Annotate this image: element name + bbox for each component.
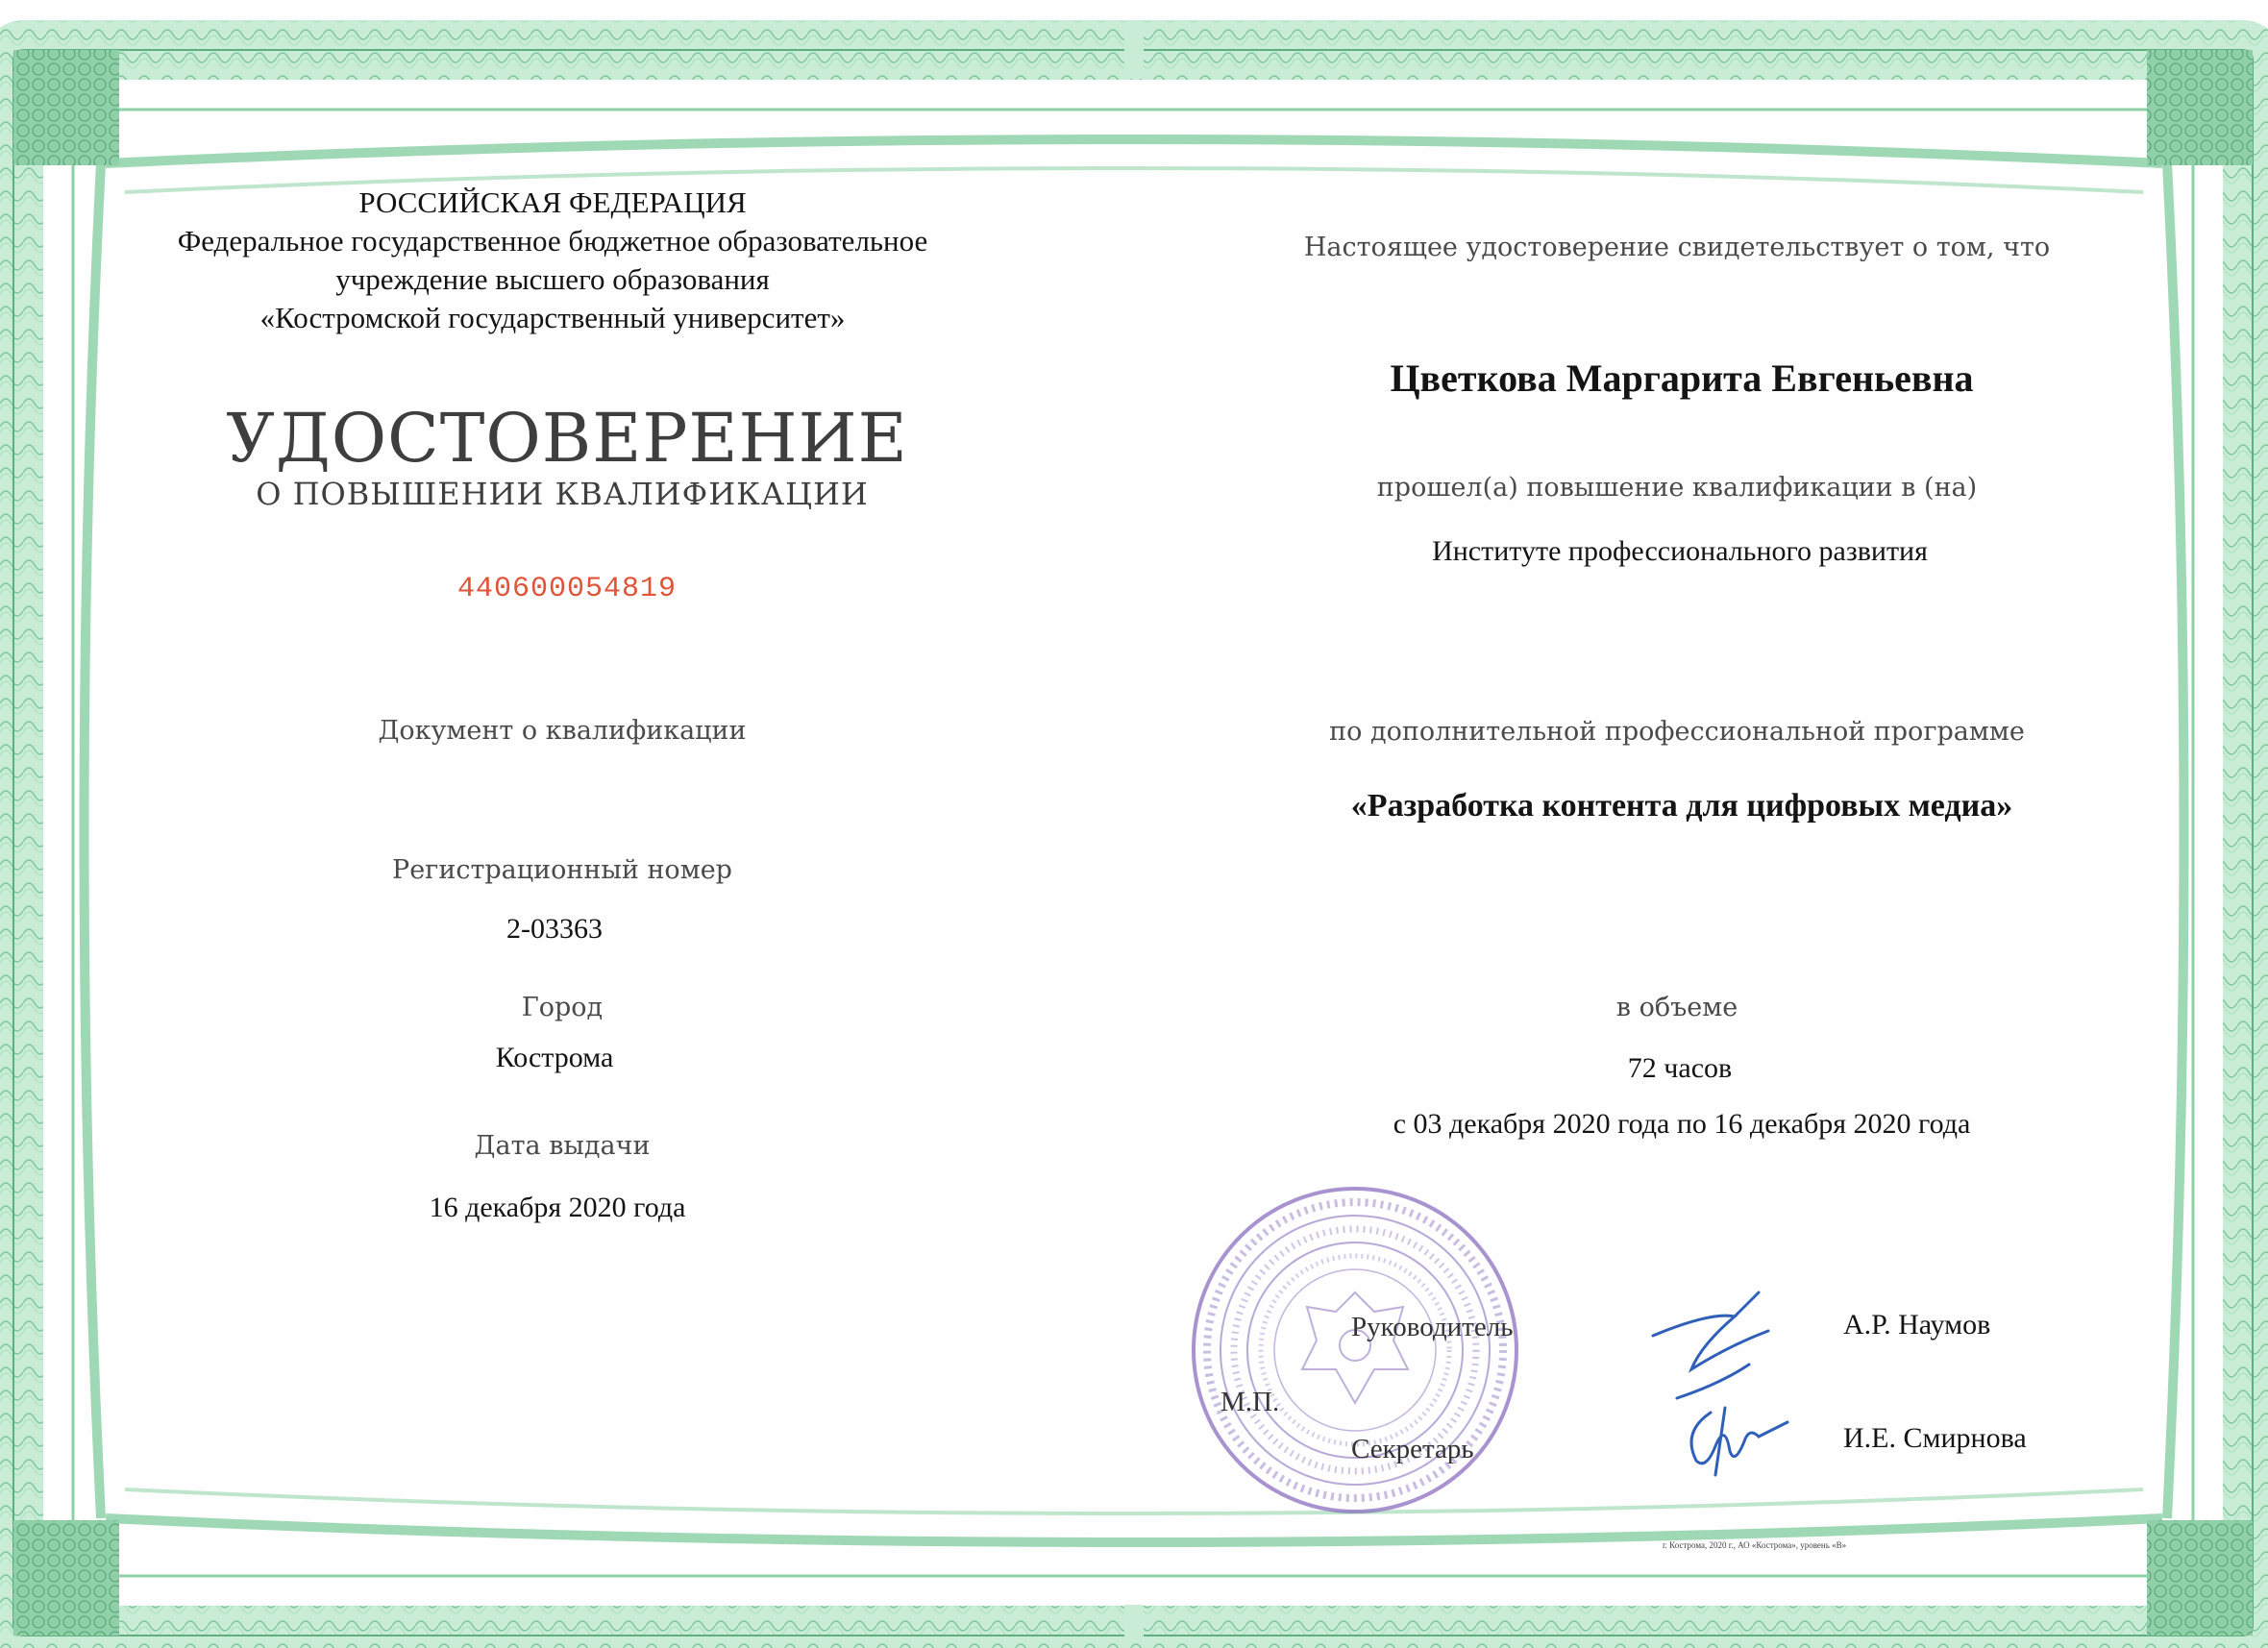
study-period: с 03 декабря 2020 года по 16 декабря 2020 года: [1393, 1108, 1971, 1140]
volume-label: в объеме: [1615, 993, 1738, 1022]
passed-text: прошел(а) повышение квалификации в (на): [1376, 473, 1978, 503]
doc-type-label: Документ о квалификации: [378, 716, 747, 746]
director-name: А.Р. Наумов: [1843, 1309, 1991, 1341]
reg-number-label: Регистрационный номер: [392, 855, 732, 885]
institution-line-1: Федеральное государственное бюджетное образовательное: [177, 224, 928, 258]
city-value: Кострома: [495, 1042, 614, 1073]
director-label: Руководитель: [1351, 1312, 1514, 1342]
institution-line-2: учреждение высшего образования: [335, 262, 770, 296]
reg-number-value: 2-03363: [506, 913, 603, 945]
secretary-signature: [1672, 1393, 1797, 1480]
secretary-label: Секретарь: [1351, 1434, 1474, 1464]
program-title: «Разработка контента для цифровых медиа»: [1350, 788, 2013, 824]
institute-name: Институте профессионального развития: [1432, 535, 1928, 567]
serial-number: 440600054819: [456, 573, 678, 605]
printer-note: г. Кострома, 2020 г., АО «Кострома», уровень «В»: [1663, 1540, 1847, 1550]
holder-full-name: Цветкова Маргарита Евгеньевна: [1390, 357, 1974, 400]
doc-title: УДОСТОВЕРЕНИЕ: [226, 399, 908, 478]
volume-value: 72 часов: [1627, 1052, 1733, 1084]
city-label: Город: [521, 993, 604, 1022]
doc-subtitle: О ПОВЫШЕНИИ КВАЛИФИКАЦИИ: [256, 476, 869, 512]
official-seal-stamp: [1182, 1177, 1528, 1523]
program-label: по дополнительной профессиональной программе: [1329, 717, 2025, 747]
stamp-mark-label: М.П.: [1220, 1387, 1280, 1417]
issue-date-value: 16 декабря 2020 года: [429, 1192, 686, 1223]
institution-line-3: «Костромской государственный университет»: [259, 301, 846, 334]
secretary-name: И.Е. Смирнова: [1843, 1422, 2027, 1454]
country-heading: РОССИЙСКАЯ ФЕДЕРАЦИЯ: [358, 185, 747, 219]
intro-text: Настоящее удостоверение свидетельствует о том, что: [1303, 233, 2051, 262]
issue-date-label: Дата выдачи: [474, 1131, 651, 1161]
